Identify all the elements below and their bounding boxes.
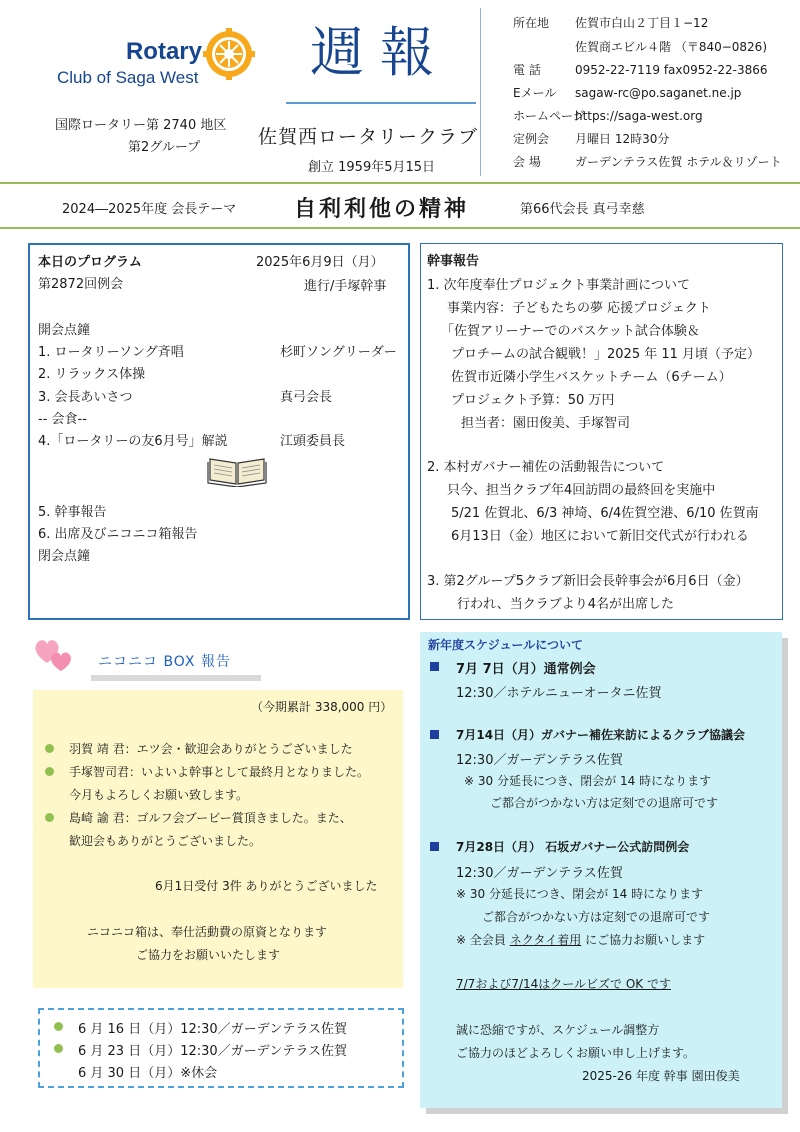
niko-entry: 島崎 諭 君：ゴルフ会ブービー賞頂きました。また、 bbox=[69, 811, 352, 825]
meeting-host: 進行/手塚幹事 bbox=[304, 279, 387, 294]
schedule-note: ※ 30 分延長につき、閉会が 14 時になります bbox=[464, 774, 712, 788]
schedule-note: ご都合がつかない方は定刻での退席可です bbox=[482, 910, 711, 924]
info-meeting bbox=[513, 130, 669, 147]
program-date: 2025年6月9日（月） bbox=[256, 255, 384, 270]
info-phone bbox=[513, 61, 768, 78]
info-value: 0952-22-7119 fax0952-22-3866 bbox=[575, 63, 768, 77]
info-label: Eメール bbox=[513, 86, 557, 100]
upcoming-dates-box bbox=[38, 1008, 404, 1088]
info-value: 月曜日 12時30分 bbox=[575, 132, 670, 146]
date-item: 6 月 16 日（月）12:30／ガーデンテラス佐賀 bbox=[78, 1022, 348, 1037]
schedule-title: 7月14日（月）ガバナー補佐来訪によるクラブ協議会 bbox=[456, 728, 746, 742]
program-item: 2. リラックス体操 bbox=[38, 367, 146, 382]
program-person: 杉町ソングリーダー bbox=[280, 345, 397, 360]
note-suffix: にご協力お願いします bbox=[585, 933, 706, 947]
program-close: 閉会点鐘 bbox=[38, 549, 91, 564]
report-line: 只今、担当クラブ年4回訪問の最終回を実施中 bbox=[447, 483, 716, 498]
district-label: 国際ロータリー第 2740 地区 bbox=[55, 118, 227, 133]
square-bullet-icon bbox=[430, 662, 439, 671]
program-item: 3. 会長あいさつ bbox=[38, 390, 133, 405]
info-label: 所在地 bbox=[513, 16, 550, 30]
date-item: 6 月 30 日（月）※休会 bbox=[78, 1066, 218, 1081]
info-address-2 bbox=[513, 38, 767, 55]
page-title: 週報 bbox=[310, 21, 450, 84]
info-value: 佐賀市白山２丁目１−12 bbox=[575, 16, 709, 30]
niko-total: （今期累計 338,000 円） bbox=[251, 700, 393, 714]
tie-required: ネクタイ着用 bbox=[509, 933, 582, 947]
header-divider bbox=[480, 8, 481, 176]
report-line: 3. 第2グループ5クラブ新旧会長幹事会が6月6日（金） bbox=[427, 574, 749, 589]
report-line: 6月13日（金）地区において新旧交代式が行われる bbox=[451, 529, 749, 544]
signature: 2025-26 年度 幹事 園田俊美 bbox=[582, 1069, 740, 1083]
report-line: 担当者：園田俊美、手塚智司 bbox=[461, 416, 631, 431]
schedule-title: 7月 7日（月）通常例会 bbox=[456, 662, 596, 677]
report-line: プロチームの試合観戦！」2025 年 11 月頃（予定） bbox=[451, 347, 761, 362]
niko-entry: 手塚智司君：いよいよ幹事として最終月となりました。 bbox=[69, 765, 370, 779]
email-link[interactable]: sagaw-rc@po.saganet.ne.jp bbox=[575, 86, 742, 100]
bullet-icon bbox=[45, 813, 54, 822]
niko-received: 6月1日受付 3件 ありがとうございました bbox=[155, 879, 378, 893]
schedule-note: ご都合がつかない方は定刻での退席可です bbox=[490, 796, 719, 810]
meeting-number: 第2872回例会 bbox=[38, 277, 124, 292]
info-label: ホームページ bbox=[513, 109, 585, 123]
report-line: 2. 本村ガバナー補佐の活動報告について bbox=[427, 460, 665, 475]
niko-box-title: ニコニコ BOX 報告 bbox=[98, 654, 231, 670]
bullet-icon bbox=[54, 1044, 63, 1053]
program-open: 開会点鐘 bbox=[38, 323, 91, 338]
secretary-report-box bbox=[420, 243, 783, 620]
info-label: 定例会 bbox=[513, 132, 550, 146]
divider-bottom bbox=[0, 227, 800, 229]
niko-entry: 今月もよろしくお願い致します。 bbox=[69, 788, 249, 802]
square-bullet-icon bbox=[430, 730, 439, 739]
info-label: 会 場 bbox=[513, 155, 541, 169]
rotary-wheel-icon bbox=[203, 28, 255, 80]
club-name: 佐賀西ロータリークラブ bbox=[258, 126, 479, 148]
schedule-detail: 12:30／ホテルニューオータニ佐賀 bbox=[456, 686, 662, 701]
schedule-title: 7月28日（月） 石坂ガバナー公式訪問例会 bbox=[456, 840, 690, 854]
bullet-icon bbox=[45, 744, 54, 753]
program-person: 江頭委員長 bbox=[280, 434, 346, 449]
homepage-link[interactable]: https://saga-west.org bbox=[575, 109, 703, 123]
bullet-icon bbox=[54, 1022, 63, 1031]
info-value: 佐賀商エビル４階 （〒840−0826) bbox=[575, 40, 767, 54]
info-label: 電 話 bbox=[513, 63, 541, 77]
report-line: 「佐賀アリーナーでのバスケット試合体験＆ bbox=[441, 324, 700, 339]
founded-date: 創立 1959年5月15日 bbox=[308, 160, 436, 175]
info-address bbox=[513, 14, 708, 31]
closing-line: ご協力のほどよろしくお願い申し上げます。 bbox=[456, 1046, 696, 1060]
coolbiz-note: 7/7および7/14はクールビズで OK です bbox=[456, 977, 671, 991]
report-line: プロジェクト予算：50 万円 bbox=[451, 393, 615, 408]
schedule-box bbox=[420, 632, 782, 1108]
rotary-logo-text: Rotary bbox=[125, 38, 202, 65]
info-email[interactable] bbox=[513, 84, 741, 101]
program-item: 6. 出席及びニコニコ箱報告 bbox=[38, 527, 198, 542]
program-item: 4.「ロータリーの友6月号」解説 bbox=[38, 434, 228, 449]
program-item: 5. 幹事報告 bbox=[38, 505, 107, 520]
note-prefix: ※ 全会員 bbox=[456, 933, 506, 947]
program-heading: 本日のプログラム bbox=[38, 255, 142, 270]
hearts-icon bbox=[33, 633, 75, 673]
open-book-icon bbox=[206, 453, 268, 487]
info-value: ガーデンテラス佐賀 ホテル＆リゾート bbox=[575, 155, 782, 169]
report-line: 佐賀市近隣小学生バスケットチーム（6チーム） bbox=[451, 370, 732, 385]
square-bullet-icon bbox=[430, 842, 439, 851]
theme-text: 自利利他の精神 bbox=[294, 196, 470, 222]
niko-note: ご協力をお願いいたします bbox=[136, 948, 281, 962]
program-person: 真弓会長 bbox=[280, 390, 333, 405]
program-box bbox=[28, 243, 410, 620]
date-item: 6 月 23 日（月）12:30／ガーデンテラス佐賀 bbox=[78, 1044, 348, 1059]
schedule-note bbox=[456, 931, 705, 948]
secretary-heading: 幹事報告 bbox=[427, 254, 480, 269]
schedule-detail: 12:30／ガーデンテラス佐賀 bbox=[456, 866, 623, 881]
group-label: 第2グループ bbox=[128, 140, 201, 155]
schedule-note: ※ 30 分延長につき、閉会が 14 時になります bbox=[456, 887, 704, 901]
niko-entry: 歓迎会もありがとうございました。 bbox=[69, 834, 262, 848]
report-line: 行われ、当クラブより4名が出席した bbox=[457, 597, 675, 612]
schedule-detail: 12:30／ガーデンテラス佐賀 bbox=[456, 753, 623, 768]
president-name: 第66代会長 真弓幸慈 bbox=[520, 202, 645, 217]
program-item: -- 会食-- bbox=[38, 412, 87, 427]
title-underline bbox=[286, 102, 476, 104]
niko-note: ニコニコ箱は、奉仕活動費の原資となります bbox=[87, 925, 328, 939]
info-homepage[interactable] bbox=[513, 107, 703, 124]
niko-entry: 羽賀 靖 君：エツ会・歓迎会ありがとうございました bbox=[69, 742, 353, 756]
schedule-heading: 新年度スケジュールについて bbox=[428, 638, 584, 652]
closing-line: 誠に恐縮ですが、スケジュール調整方 bbox=[456, 1023, 660, 1037]
info-venue bbox=[513, 153, 782, 170]
report-line: 事業内容：子どもたちの夢 応援プロジェクト bbox=[447, 301, 711, 316]
bullet-icon bbox=[45, 767, 54, 776]
program-item: 1. ロータリーソング斉唱 bbox=[38, 345, 184, 360]
niko-box-panel bbox=[33, 690, 403, 988]
divider-top bbox=[0, 182, 800, 184]
club-subtitle-logo: Club of Saga West bbox=[57, 68, 199, 87]
theme-year: 2024―2025年度 会長テーマ bbox=[62, 202, 237, 217]
report-line: 5/21 佐賀北、6/3 神埼、6/4佐賀空港、6/10 佐賀南 bbox=[451, 506, 759, 521]
niko-title-underline bbox=[91, 675, 261, 681]
report-line: 1. 次年度奉仕プロジェクト事業計画について bbox=[427, 278, 691, 293]
